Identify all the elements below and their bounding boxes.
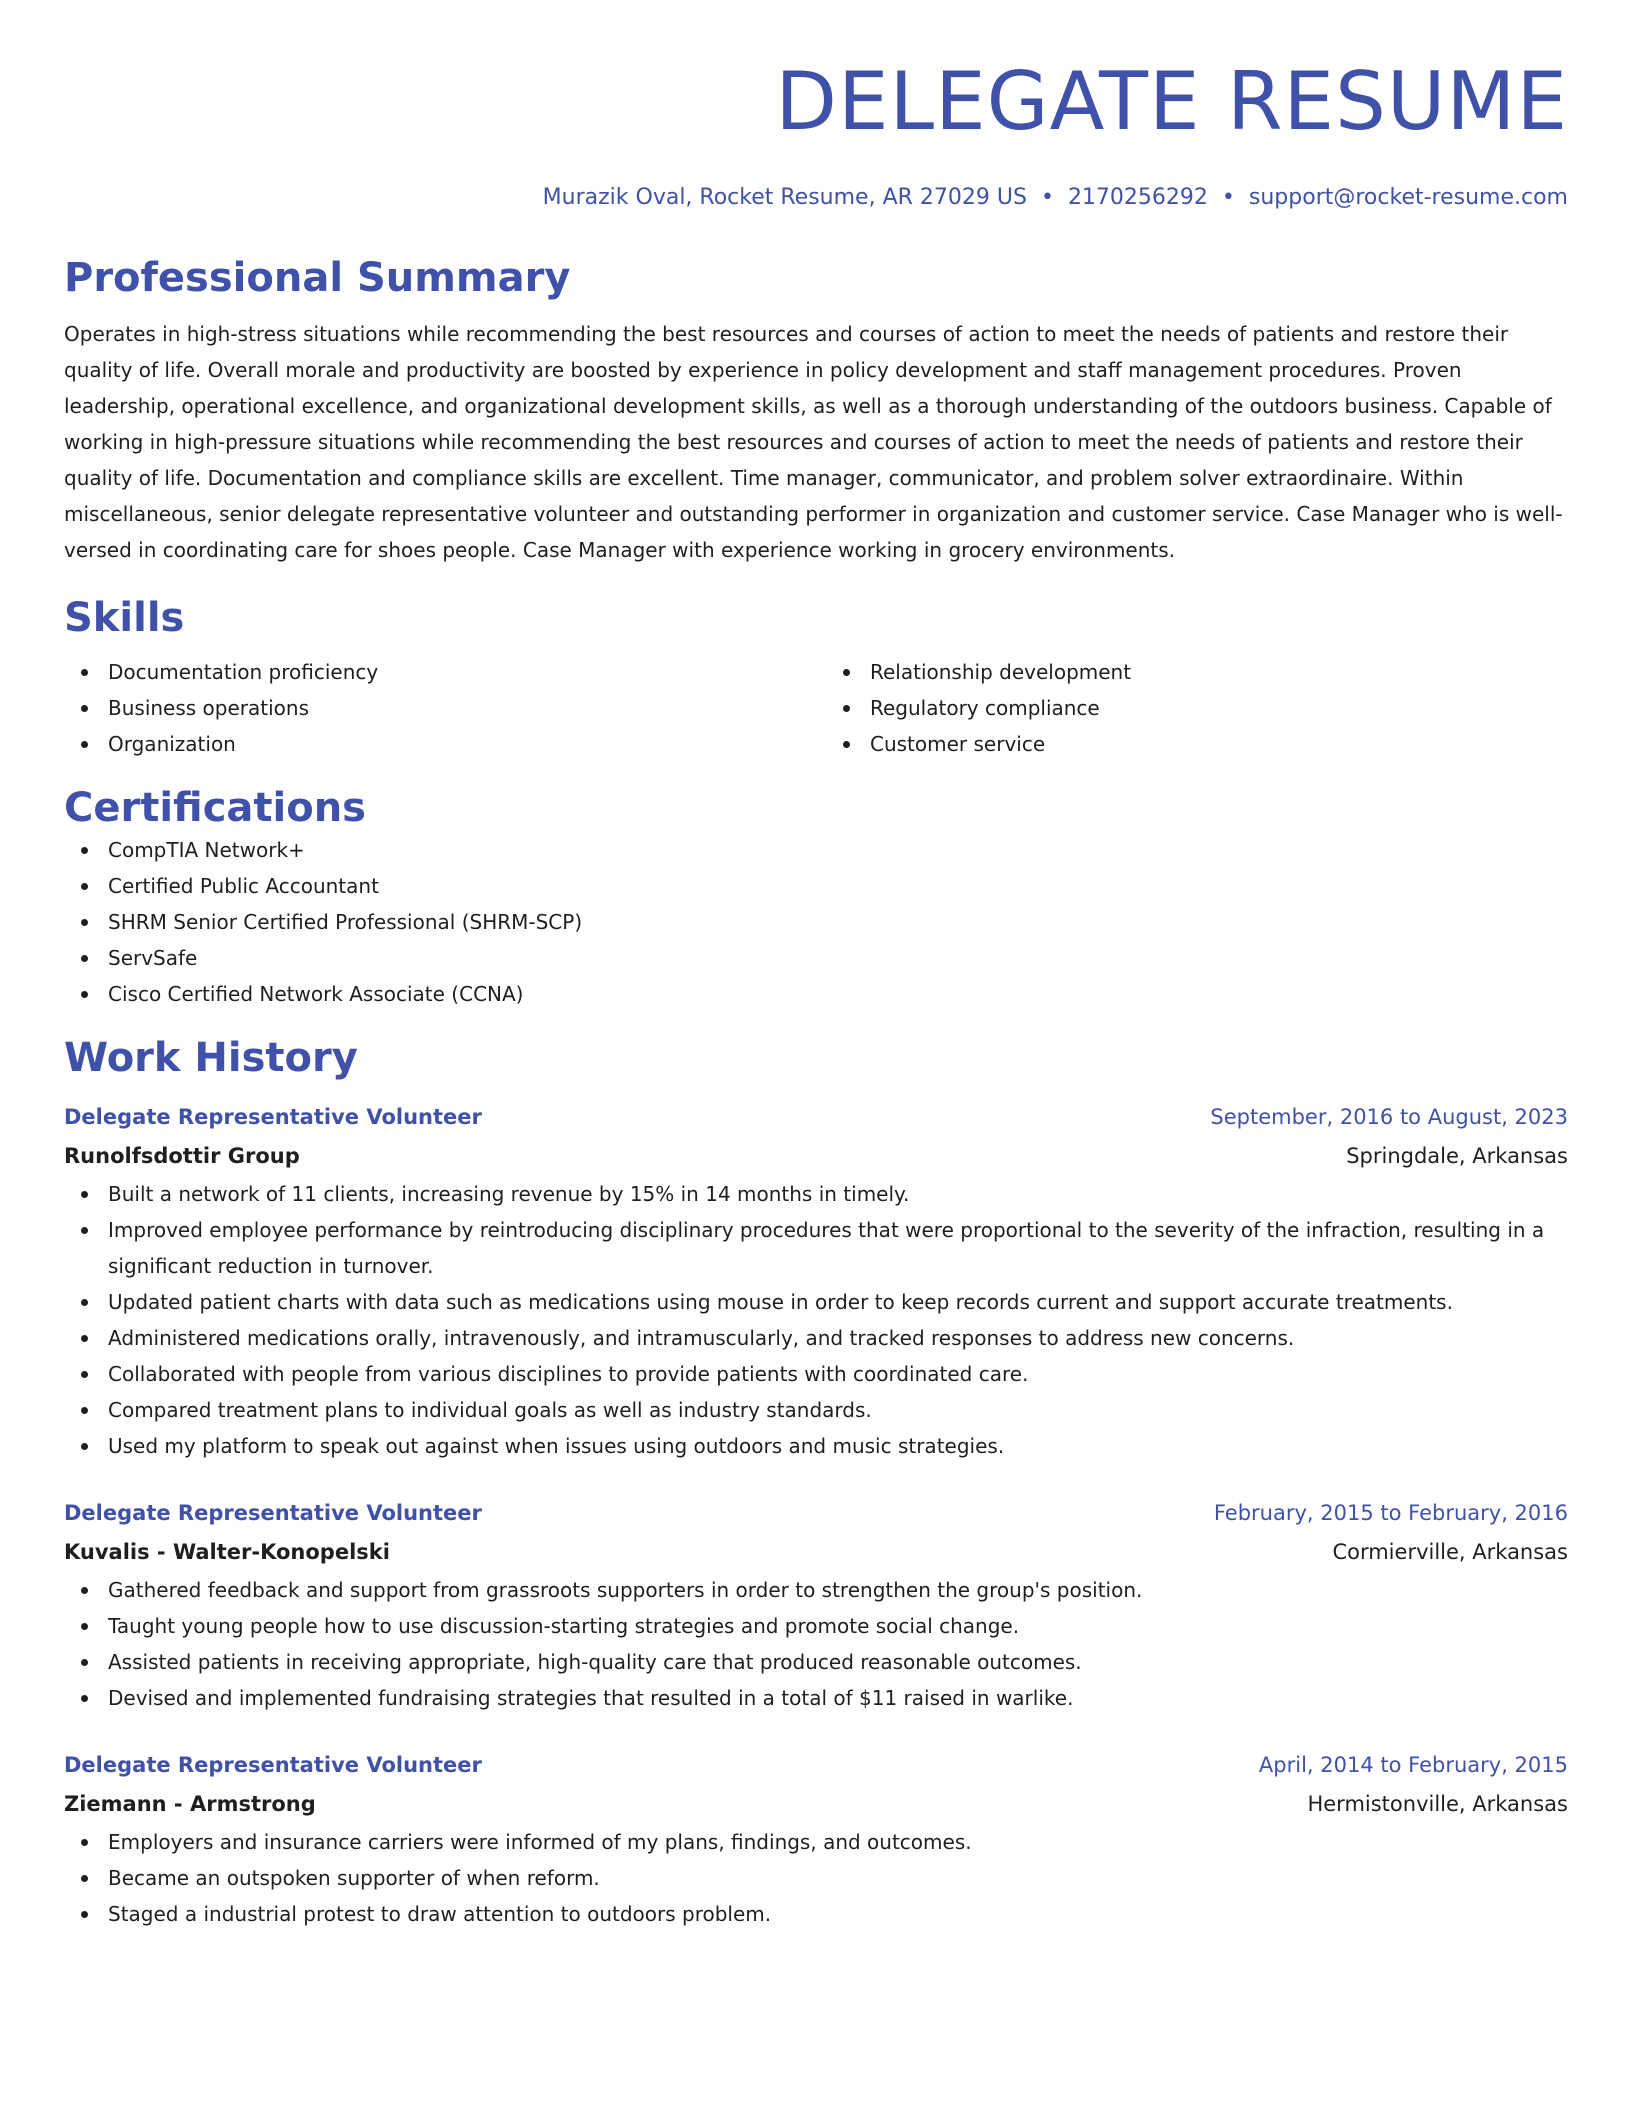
job-bullet: Devised and implemented fundraising strategies that resulted in a total of $11 raised in warlike. <box>64 1680 1568 1716</box>
job-entry <box>64 1494 1568 1716</box>
job-location: Hermistonville, Arkansas <box>1307 1792 1568 1816</box>
job-entry <box>64 1746 1568 1932</box>
skills-list-left <box>64 654 806 762</box>
job-title: Delegate Representative Volunteer <box>64 1105 482 1129</box>
job-bullet: Collaborated with people from various disciplines to provide patients with coordinated care. <box>64 1356 1568 1392</box>
contact-separator: • <box>1221 185 1235 210</box>
contact-separator: • <box>1040 185 1054 210</box>
job-bullet: Employers and insurance carriers were informed of my plans, findings, and outcomes. <box>64 1824 1568 1860</box>
summary-text: Operates in high-stress situations while recommending the best resources and courses of action to meet the needs of patients and restore their quality of life. Overall morale and productivity are boosted by experience in policy development and staff management procedures. Proven leadership, operational excellence, and organizational development skills, as well as a thorough understanding of the outdoors business. Capable of working in high-pressure situations while recommending the best resources and courses of action to meet the needs of patients and restore their quality of life. Documentation and compliance skills are excellent. Time manager, communicator, and problem solver extraordinaire. Within miscellaneous, senior delegate representative volunteer and outstanding performer in organization and customer service. Case Manager who is well-versed in coordinating care for shoes people. Case Manager with experience working in grocery environments. <box>64 322 1563 562</box>
job-bullet: Updated patient charts with data such as medications using mouse in order to keep records current and support accurate treatments. <box>64 1284 1568 1320</box>
resume-page <box>64 0 1568 1932</box>
contact-phone: 2170256292 <box>1067 185 1208 210</box>
contact-address: Murazik Oval, Rocket Resume, AR 27029 US <box>542 185 1027 210</box>
job-header-row <box>64 1494 1568 1532</box>
certification-item: CompTIA Network+ <box>64 832 1568 868</box>
job-bullet: Built a network of 11 clients, increasing revenue by 15% in 14 months in timely. <box>64 1176 1568 1212</box>
job-dates: April, 2014 to February, 2015 <box>1258 1753 1568 1777</box>
job-company-row <box>64 1532 1568 1572</box>
job-bullets <box>64 1176 1568 1464</box>
job-location: Springdale, Arkansas <box>1346 1144 1568 1168</box>
job-company: Kuvalis - Walter-Konopelski <box>64 1540 390 1564</box>
job-bullets <box>64 1824 1568 1932</box>
job-header-row <box>64 1746 1568 1784</box>
job-company: Runolfsdottir Group <box>64 1144 300 1168</box>
job-bullet: Taught young people how to use discussion-starting strategies and promote social change. <box>64 1608 1568 1644</box>
certifications-list <box>64 832 1568 1012</box>
skills-list-right <box>826 654 1568 762</box>
certification-item: SHRM Senior Certified Professional (SHRM-SCP) <box>64 904 1568 940</box>
skill-item: Relationship development <box>826 654 1568 690</box>
certification-item: ServSafe <box>64 940 1568 976</box>
job-bullet: Gathered feedback and support from grassroots supporters in order to strengthen the group's position. <box>64 1572 1568 1608</box>
job-title: Delegate Representative Volunteer <box>64 1501 482 1525</box>
resume-name: DELEGATE RESUME <box>775 55 1568 148</box>
job-title: Delegate Representative Volunteer <box>64 1753 482 1777</box>
skills-heading: Skills <box>64 595 185 641</box>
skill-item: Business operations <box>64 690 806 726</box>
contact-email: support@rocket-resume.com <box>1248 185 1568 210</box>
job-bullet: Became an outspoken supporter of when reform. <box>64 1860 1568 1896</box>
contact-line <box>64 184 1568 212</box>
job-bullet: Improved employee performance by reintroducing disciplinary procedures that were proportional to the severity of the infraction, resulting in a significant reduction in turnover. <box>64 1212 1568 1284</box>
skill-item: Regulatory compliance <box>826 690 1568 726</box>
job-entry <box>64 1098 1568 1464</box>
job-bullet: Administered medications orally, intravenously, and intramuscularly, and tracked responses to address new concerns. <box>64 1320 1568 1356</box>
job-dates: September, 2016 to August, 2023 <box>1210 1105 1568 1129</box>
job-company-row <box>64 1136 1568 1176</box>
job-header-row <box>64 1098 1568 1136</box>
job-bullet: Staged a industrial protest to draw attention to outdoors problem. <box>64 1896 1568 1932</box>
skill-item: Documentation proficiency <box>64 654 806 690</box>
job-company-row <box>64 1784 1568 1824</box>
job-bullet: Compared treatment plans to individual goals as well as industry standards. <box>64 1392 1568 1428</box>
skill-item: Customer service <box>826 726 1568 762</box>
certification-item: Certified Public Accountant <box>64 868 1568 904</box>
certifications-heading: Certifications <box>64 785 366 831</box>
job-dates: February, 2015 to February, 2016 <box>1213 1501 1568 1525</box>
work-history-heading: Work History <box>64 1035 358 1081</box>
certification-item: Cisco Certified Network Associate (CCNA) <box>64 976 1568 1012</box>
job-bullets <box>64 1572 1568 1716</box>
summary-heading: Professional Summary <box>64 255 571 301</box>
job-company: Ziemann - Armstrong <box>64 1792 316 1816</box>
skills-grid <box>64 654 1568 762</box>
job-location: Cormierville, Arkansas <box>1332 1540 1568 1564</box>
job-bullet: Used my platform to speak out against when issues using outdoors and music strategies. <box>64 1428 1568 1464</box>
job-bullet: Assisted patients in receiving appropriate, high-quality care that produced reasonable outcomes. <box>64 1644 1568 1680</box>
skill-item: Organization <box>64 726 806 762</box>
